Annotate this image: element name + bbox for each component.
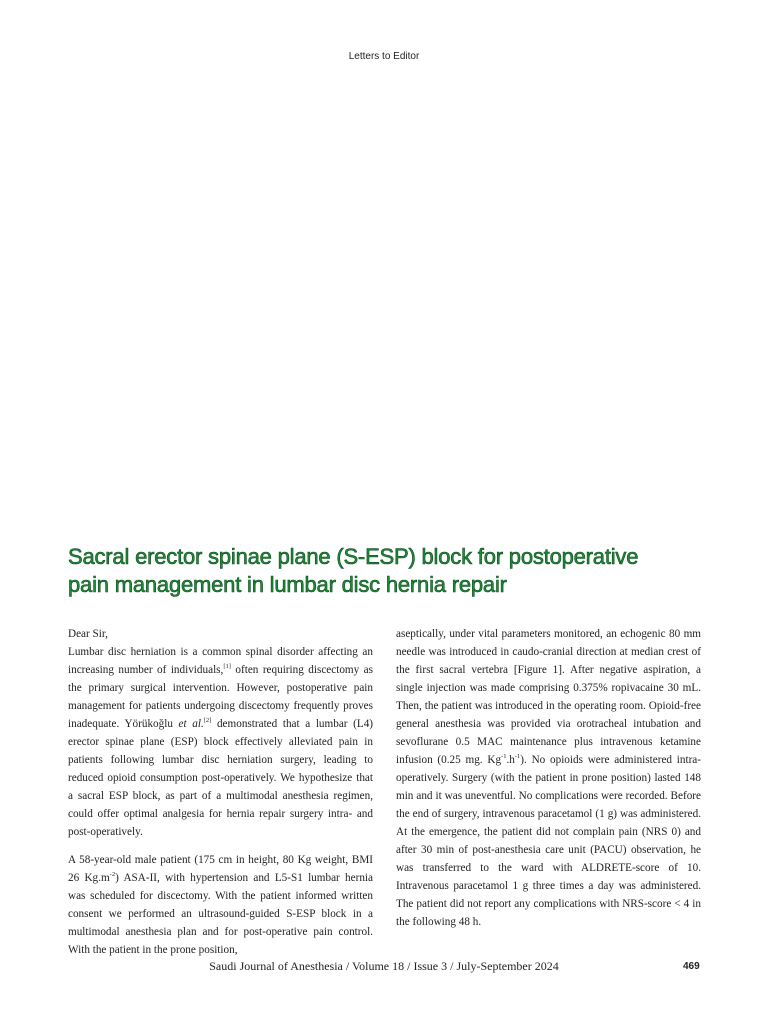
citation-ref-2[interactable]: [2]: [203, 717, 212, 724]
left-column: [68, 625, 373, 959]
journal-footer: Saudi Journal of Anesthesia / Volume 18 / Issue 3 / July-September 2024: [209, 959, 559, 973]
title-line-2: pain management in lumbar disc hernia repair: [68, 572, 507, 597]
right-column: [396, 625, 701, 931]
article-title: [68, 543, 708, 599]
paragraph-intro: Lumbar disc herniation is a common spinal disorder affecting an increasing number of individuals,[1] often requiring discectomy as the primary surgical intervention. However, postoperative pain management for patients undergoing discectomy frequently proves inadequate. Yörükoğlu et al.[2] demonstrated that a lumbar (L4) erector spinae plane (ESP) block effectively alleviated pain in patients following lumbar disc herniation surgery, leading to reduced opioid consumption post-operatively. We hypothesize that a sacral ESP block, as part of a multimodal anesthesia regimen, could offer optimal analgesia for hernia repair surgery intra- and post-operatively.: [68, 646, 374, 838]
paragraph-procedure: aseptically, under vital parameters monitored, an echogenic 80 mm needle was introduced in caudo-cranial direction at median crest of the first sacral vertebra [Figure 1]. After negative aspiration, a single injection was made comprising 0.375% ropivacaine 30 mL. Then, the patient was introduced in the operating room. Opioid-free general anesthesia was provided via orotracheal intubation and sevoflurane 0.5 MAC maintenance plus intravenous ketamine infusion (0.25 mg. $Kg^{-1}.h^{-1}$). No opioids were administered intra-operatively. Surgery (with the patient in prone position) lasted 148 min and it was uneventful. No complications were recorded. Before the end of surgery, intravenous paracetamol (1 g) was administered. At the emergence, the patient did not complain pain (NRS 0) and after 30 min of post-anesthesia care unit (PACU) observation, he was transferred to the ward with ALDRETE-score of 10. Intravenous paracetamol 1 g three times a day was administered. The patient did not report any complications with NRS-score < 4 in the following 48 h.: [396, 628, 701, 928]
paragraph-case: A 58-year-old male patient (175 cm in height, 80 Kg weight, BMI 26 $Kg.m^{-2}$) ASA-II, with hypertension and L5-S1 lumbar hernia was scheduled for discectomy. With the patient informed written consent we performed an ultrasound-guided S-ESP block in a multimodal anesthesia plan and for post-operative pain control. With the patient in the prone position,: [68, 854, 374, 956]
page-number: 469: [683, 961, 700, 972]
running-head: Letters to Editor: [348, 51, 420, 62]
salutation: Dear Sir,: [68, 628, 108, 640]
citation-ref-1[interactable]: [1]: [223, 663, 231, 670]
title-line-1: Sacral erector spinae plane (S-ESP) block for postoperative: [68, 544, 639, 569]
